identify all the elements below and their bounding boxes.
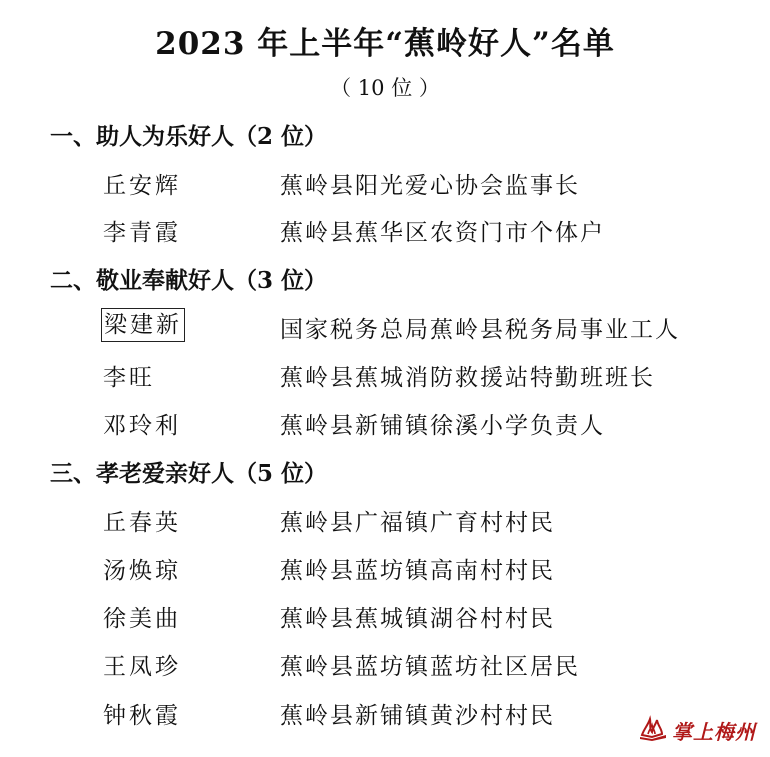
list-item — [0, 648, 770, 682]
person-description: 蕉岭县蕉城消防救援站特勤班班长 — [280, 365, 655, 391]
list-item — [0, 407, 770, 441]
person-description: 蕉岭县新铺镇黄沙村村民 — [280, 703, 555, 729]
person-description: 蕉岭县广福镇广育村村民 — [280, 510, 555, 536]
person-name: 丘安辉 — [103, 173, 181, 199]
person-name: 邓玲利 — [103, 413, 181, 439]
page-title: 2023 年上半年“蕉岭好人”名单 — [155, 26, 615, 62]
page-subtitle: （ 10 位 ） — [330, 76, 440, 100]
person-description: 蕉岭县阳光爱心协会监事长 — [280, 173, 580, 199]
person-name: 李旺 — [103, 365, 155, 391]
list-item — [0, 552, 770, 586]
app-logo-text: 掌上梅州 — [672, 719, 756, 744]
person-name: 王凤珍 — [103, 654, 181, 680]
person-description: 国家税务总局蕉岭县税务局事业工人 — [280, 317, 680, 343]
person-name: 汤焕琼 — [103, 558, 181, 584]
person-description: 蕉岭县蓝坊镇高南村村民 — [280, 558, 555, 584]
person-name: 徐美曲 — [103, 606, 181, 632]
section-heading-1: 一、助人为乐好人（2 位） — [50, 123, 328, 150]
person-name: 梁建新 — [101, 308, 185, 342]
list-item — [0, 167, 770, 201]
person-name: 李青霞 — [103, 220, 181, 246]
person-description: 蕉岭县蕉华区农资门市个体户 — [280, 220, 605, 246]
list-item — [0, 600, 770, 634]
person-description: 蕉岭县蓝坊镇蓝坊社区居民 — [280, 654, 580, 680]
section-heading-2: 二、敬业奉献好人（3 位） — [50, 267, 328, 294]
list-item — [0, 504, 770, 538]
person-description: 蕉岭县新铺镇徐溪小学负责人 — [280, 413, 605, 439]
person-description: 蕉岭县蕉城镇湖谷村村民 — [280, 606, 555, 632]
app-logo — [638, 715, 756, 745]
list-item — [0, 311, 770, 345]
list-item — [0, 214, 770, 248]
person-name: 钟秋霞 — [103, 703, 181, 729]
book-flame-logo-icon — [638, 715, 668, 745]
list-item — [0, 359, 770, 393]
person-name: 丘春英 — [103, 510, 181, 536]
section-heading-3: 三、孝老爱亲好人（5 位） — [50, 460, 328, 487]
